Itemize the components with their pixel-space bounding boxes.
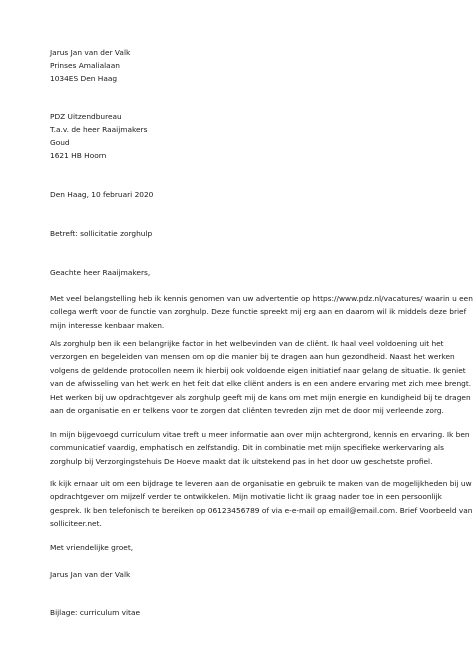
paragraph-closing <box>50 477 473 531</box>
paragraph-line: mijn interesse kenbaar maken. <box>50 320 165 330</box>
attachment-note: Bijlage: curriculum vitae <box>50 608 141 617</box>
recipient-postal-city: 1621 HB Hoorn <box>50 151 107 160</box>
paragraph-line: van de afwisseling van het werk en het feit dat elke cliënt anders is en een andere ervaring met zich mee brengt. <box>50 379 472 389</box>
paragraph-line: communicatief vaardig, emphatisch en zelfstandig. Dit in combinatie met mijn specifieke werkervaring als <box>50 443 444 453</box>
closing-greeting: Met vriendelijke groet, <box>50 543 134 552</box>
paragraph-line: Met veel belangstelling heb ik kennis genomen van uw advertentie op https://www.pdz.nl/vacatures/ waarin u een <box>50 294 473 303</box>
paragraph-intro <box>50 292 473 332</box>
paragraph-line: verzorgen en begeleiden van mensen om op die manier bij te dragen aan hun gezondheid. Naast het werken <box>50 352 455 362</box>
subject-line: Betreft: sollicitatie zorghulp <box>50 229 153 238</box>
paragraph-line: zorghulp bij Verzorgingstehuis De Hoeve maakt dat ik uitstekend pas in het door uw geschetste profiel. <box>50 456 433 466</box>
paragraph-line: Als zorghulp ben ik een belangrijke factor in het welbevinden van de cliënt. Ik haal veel voldoening uit het <box>50 339 444 348</box>
signature-name: Jarus Jan van der Valk <box>50 570 131 579</box>
recipient-attention: T.a.v. de heer Raaijmakers <box>50 125 148 134</box>
paragraph-line: aan de organisatie en er telkens voor te zorgen dat cliënten tevreden zijn met de door mij verleende zorg. <box>50 406 444 416</box>
sender-name: Jarus Jan van der Valk <box>50 48 131 57</box>
date-line: Den Haag, 10 februari 2020 <box>50 190 154 199</box>
salutation: Geachte heer Raaijmakers, <box>50 268 151 277</box>
recipient-company: PDZ Uitzendbureau <box>50 112 122 121</box>
paragraph-line: gesprek. Ik ben telefonisch te bereiken op 06123456789 of via e-e-mail op email@email.com. Brief Voorbeeld van <box>50 505 473 515</box>
paragraph-line: In mijn bijgevoegd curriculum vitae treft u meer informatie aan over mijn achtergrond, kennis en ervaring. Ik ben <box>50 430 470 439</box>
paragraph-cv <box>50 428 470 468</box>
paragraph-line: opdrachtgever om mijzelf verder te ontwikkelen. Mijn motivatie licht ik graag nader toe in een persoonlijk <box>50 492 442 502</box>
sender-postal-city: 1034ES Den Haag <box>50 74 118 83</box>
recipient-street: Goud <box>50 138 70 147</box>
paragraph-line: solliciteer.net. <box>50 519 102 529</box>
paragraph-line: Ik kijk ernaar uit om een bijdrage te leveren aan de organisatie en gebruik te maken van de mogelijkheden bij uw <box>50 479 472 488</box>
paragraph-line: volgens de geldende protocollen neem ik hierbij ook voldoende eigen initiatief naar gelang de situatie. Ik geniet <box>50 365 466 375</box>
paragraph-line: Het werken bij uw opdrachtgever als zorghulp geeft mij de kans om met mijn energie en kundigheid bij te dragen <box>50 392 471 402</box>
sender-street: Prinses Amalialaan <box>50 61 120 70</box>
paragraph-line: collega werft voor de functie van zorghulp. Deze functie spreekt mij erg aan en daarom wil ik middels deze brief <box>50 307 467 317</box>
paragraph-motivation <box>50 337 472 417</box>
